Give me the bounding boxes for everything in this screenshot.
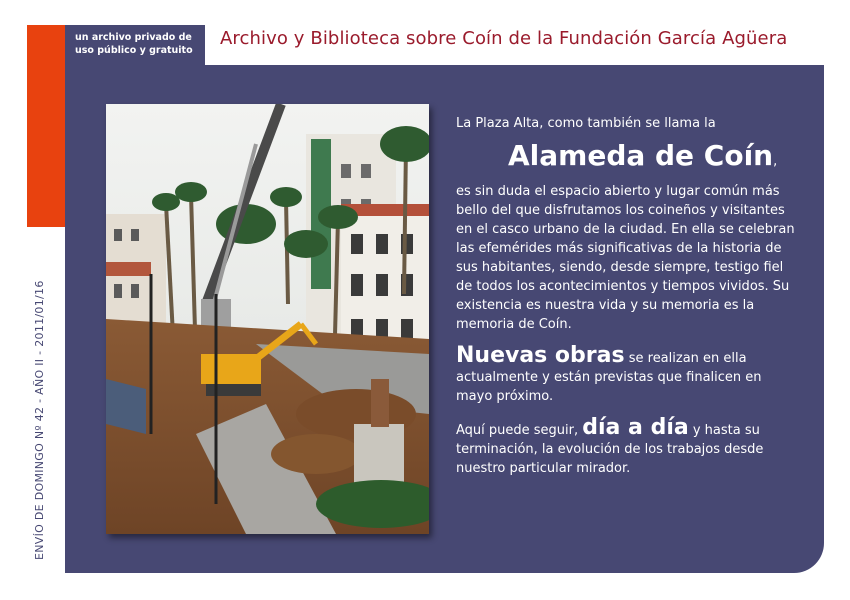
subheading-nuevas-obras: Nuevas obras	[456, 343, 625, 368]
article-paragraph-3	[456, 415, 801, 478]
page-title: Archivo y Biblioteca sobre Coín de la Fundación García Agüera	[220, 28, 788, 49]
article-paragraph-2	[456, 343, 801, 406]
article-paragraph-1: es sin duda el espacio abierto y lugar común más bello del que disfrutamos los coineños y visitantes en el casco urbano de la ciudad. En ella se celebran las efemérides más significativas de la historia de sus habitantes, siendo, desde siempre, testigo fiel de todos los acontecimientos y tiempos vividos. Su existencia es nuestra vida y su memoria es la memoria de Coín.	[456, 184, 795, 332]
paragraph-3-lead: Aquí puede seguir,	[456, 423, 583, 438]
orange-accent-strip	[27, 25, 65, 227]
subheading-dia-a-dia: día a día	[582, 415, 689, 440]
tagline-line-2: uso público y gratuito	[75, 45, 193, 56]
paragraph-2-text: se realizan en ella actualmente y están previstas que finalicen en mayo próximo.	[456, 351, 762, 404]
tagline-box	[65, 25, 205, 65]
tagline-line-1: un archivo privado de	[75, 32, 192, 43]
heading-comma: ,	[773, 154, 778, 169]
paragraph-3-text: y hasta su terminación, la evolución de los trabajos desde nuestro particular mirador.	[456, 423, 764, 476]
issue-caption: ENVÍO DE DOMINGO Nº 42 - AÑO II - 2011/01/16	[33, 280, 46, 560]
construction-photo	[106, 104, 429, 534]
heading-text: Alameda de Coín	[508, 139, 774, 172]
article-heading	[456, 139, 801, 179]
article-body	[456, 114, 801, 478]
article-intro: La Plaza Alta, como también se llama la	[456, 116, 716, 131]
